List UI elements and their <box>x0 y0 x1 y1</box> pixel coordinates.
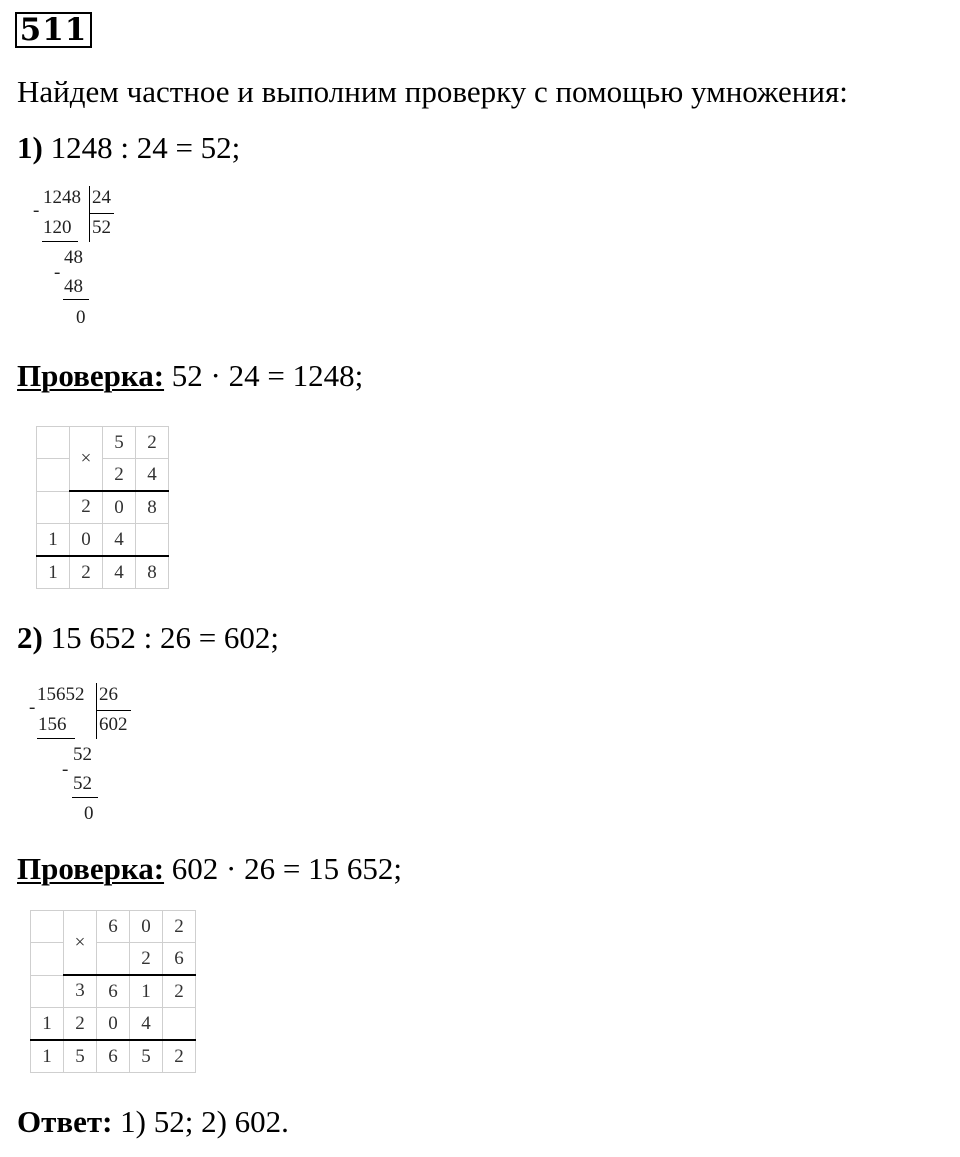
part1-quotient: 52 <box>92 217 111 238</box>
part2-multiplication-grid <box>30 910 196 1073</box>
answer-line <box>17 1104 289 1140</box>
grid-cell: 2 <box>136 427 169 459</box>
part1-minus-1: - <box>33 200 40 221</box>
grid-cell: 0 <box>103 491 136 524</box>
part1-check-line <box>17 358 363 394</box>
part2-check-line <box>17 851 402 887</box>
grid-cell: 1 <box>130 975 163 1008</box>
part1-step-4: 0 <box>76 307 86 328</box>
multiply-sign: × <box>64 911 97 976</box>
grid-cell <box>37 459 70 492</box>
grid-cell: 5 <box>130 1040 163 1073</box>
part1-multiplication-grid <box>36 426 169 589</box>
grid-cell: 8 <box>136 556 169 589</box>
part2-label: 2) <box>17 620 43 655</box>
grid-cell: 5 <box>64 1040 97 1073</box>
grid-cell: 2 <box>70 491 103 524</box>
grid-cell <box>163 1008 196 1041</box>
part2-minus-2: - <box>62 759 69 780</box>
grid-cell: 2 <box>163 911 196 943</box>
grid-cell: 4 <box>103 556 136 589</box>
grid-cell: 6 <box>97 1040 130 1073</box>
grid-cell: 6 <box>97 975 130 1008</box>
grid-cell: 2 <box>130 943 163 976</box>
part1-line <box>17 130 240 166</box>
part2-divisor: 26 <box>99 684 118 705</box>
grid-cell: 4 <box>103 524 136 557</box>
grid-cell: 6 <box>163 943 196 976</box>
part2-check-text: 602 · 26 = 15 652; <box>171 851 402 886</box>
part2-dividend: 15652 <box>37 684 85 705</box>
grid-cell <box>31 911 64 943</box>
grid-cell: 6 <box>97 911 130 943</box>
part1-equation: 1248 : 24 = 52; <box>50 130 241 165</box>
part1-step-1: 120 <box>43 217 72 238</box>
grid-cell: 3 <box>64 975 97 1008</box>
grid-cell <box>31 943 64 976</box>
answer-text: 1) 52; 2) 602. <box>120 1104 289 1139</box>
answer-label: Ответ: <box>17 1104 113 1139</box>
grid-cell <box>97 943 130 976</box>
grid-cell: 2 <box>64 1008 97 1041</box>
grid-cell: 1 <box>31 1040 64 1073</box>
grid-cell: 8 <box>136 491 169 524</box>
task-number: 511 <box>15 12 92 48</box>
grid-cell: 2 <box>103 459 136 492</box>
grid-cell: 2 <box>70 556 103 589</box>
grid-cell: 1 <box>31 1008 64 1041</box>
part2-check-label: Проверка: <box>17 851 165 886</box>
grid-cell: 0 <box>97 1008 130 1041</box>
grid-cell: 1 <box>37 556 70 589</box>
grid-cell: 4 <box>136 459 169 492</box>
part1-check-label: Проверка: <box>17 358 165 393</box>
grid-cell <box>37 427 70 459</box>
grid-cell: 0 <box>70 524 103 557</box>
intro-text: Найдем частное и выполним проверку с помощью умножения: <box>17 74 848 109</box>
part2-step-3: 52 <box>73 773 92 794</box>
part2-quotient: 602 <box>99 714 128 735</box>
part2-line <box>17 620 279 656</box>
grid-cell <box>37 491 70 524</box>
part1-divisor: 24 <box>92 187 111 208</box>
multiply-sign: × <box>70 427 103 492</box>
part2-step-4: 0 <box>84 803 94 824</box>
part2-step-2: 52 <box>73 744 92 765</box>
grid-cell: 4 <box>130 1008 163 1041</box>
grid-cell: 1 <box>37 524 70 557</box>
grid-cell: 5 <box>103 427 136 459</box>
grid-cell: 0 <box>130 911 163 943</box>
part1-check-text: 52 · 24 = 1248; <box>171 358 364 393</box>
part1-step-3: 48 <box>64 276 83 297</box>
part1-step-2: 48 <box>64 247 83 268</box>
part1-label: 1) <box>17 130 43 165</box>
grid-cell: 2 <box>163 1040 196 1073</box>
grid-cell <box>31 975 64 1008</box>
part1-dividend: 1248 <box>43 187 81 208</box>
part2-equation: 15 652 : 26 = 602; <box>50 620 280 655</box>
grid-cell: 2 <box>163 975 196 1008</box>
part2-minus-1: - <box>29 697 36 718</box>
part2-step-1: 156 <box>38 714 67 735</box>
grid-cell <box>136 524 169 557</box>
part1-minus-2: - <box>54 262 61 283</box>
